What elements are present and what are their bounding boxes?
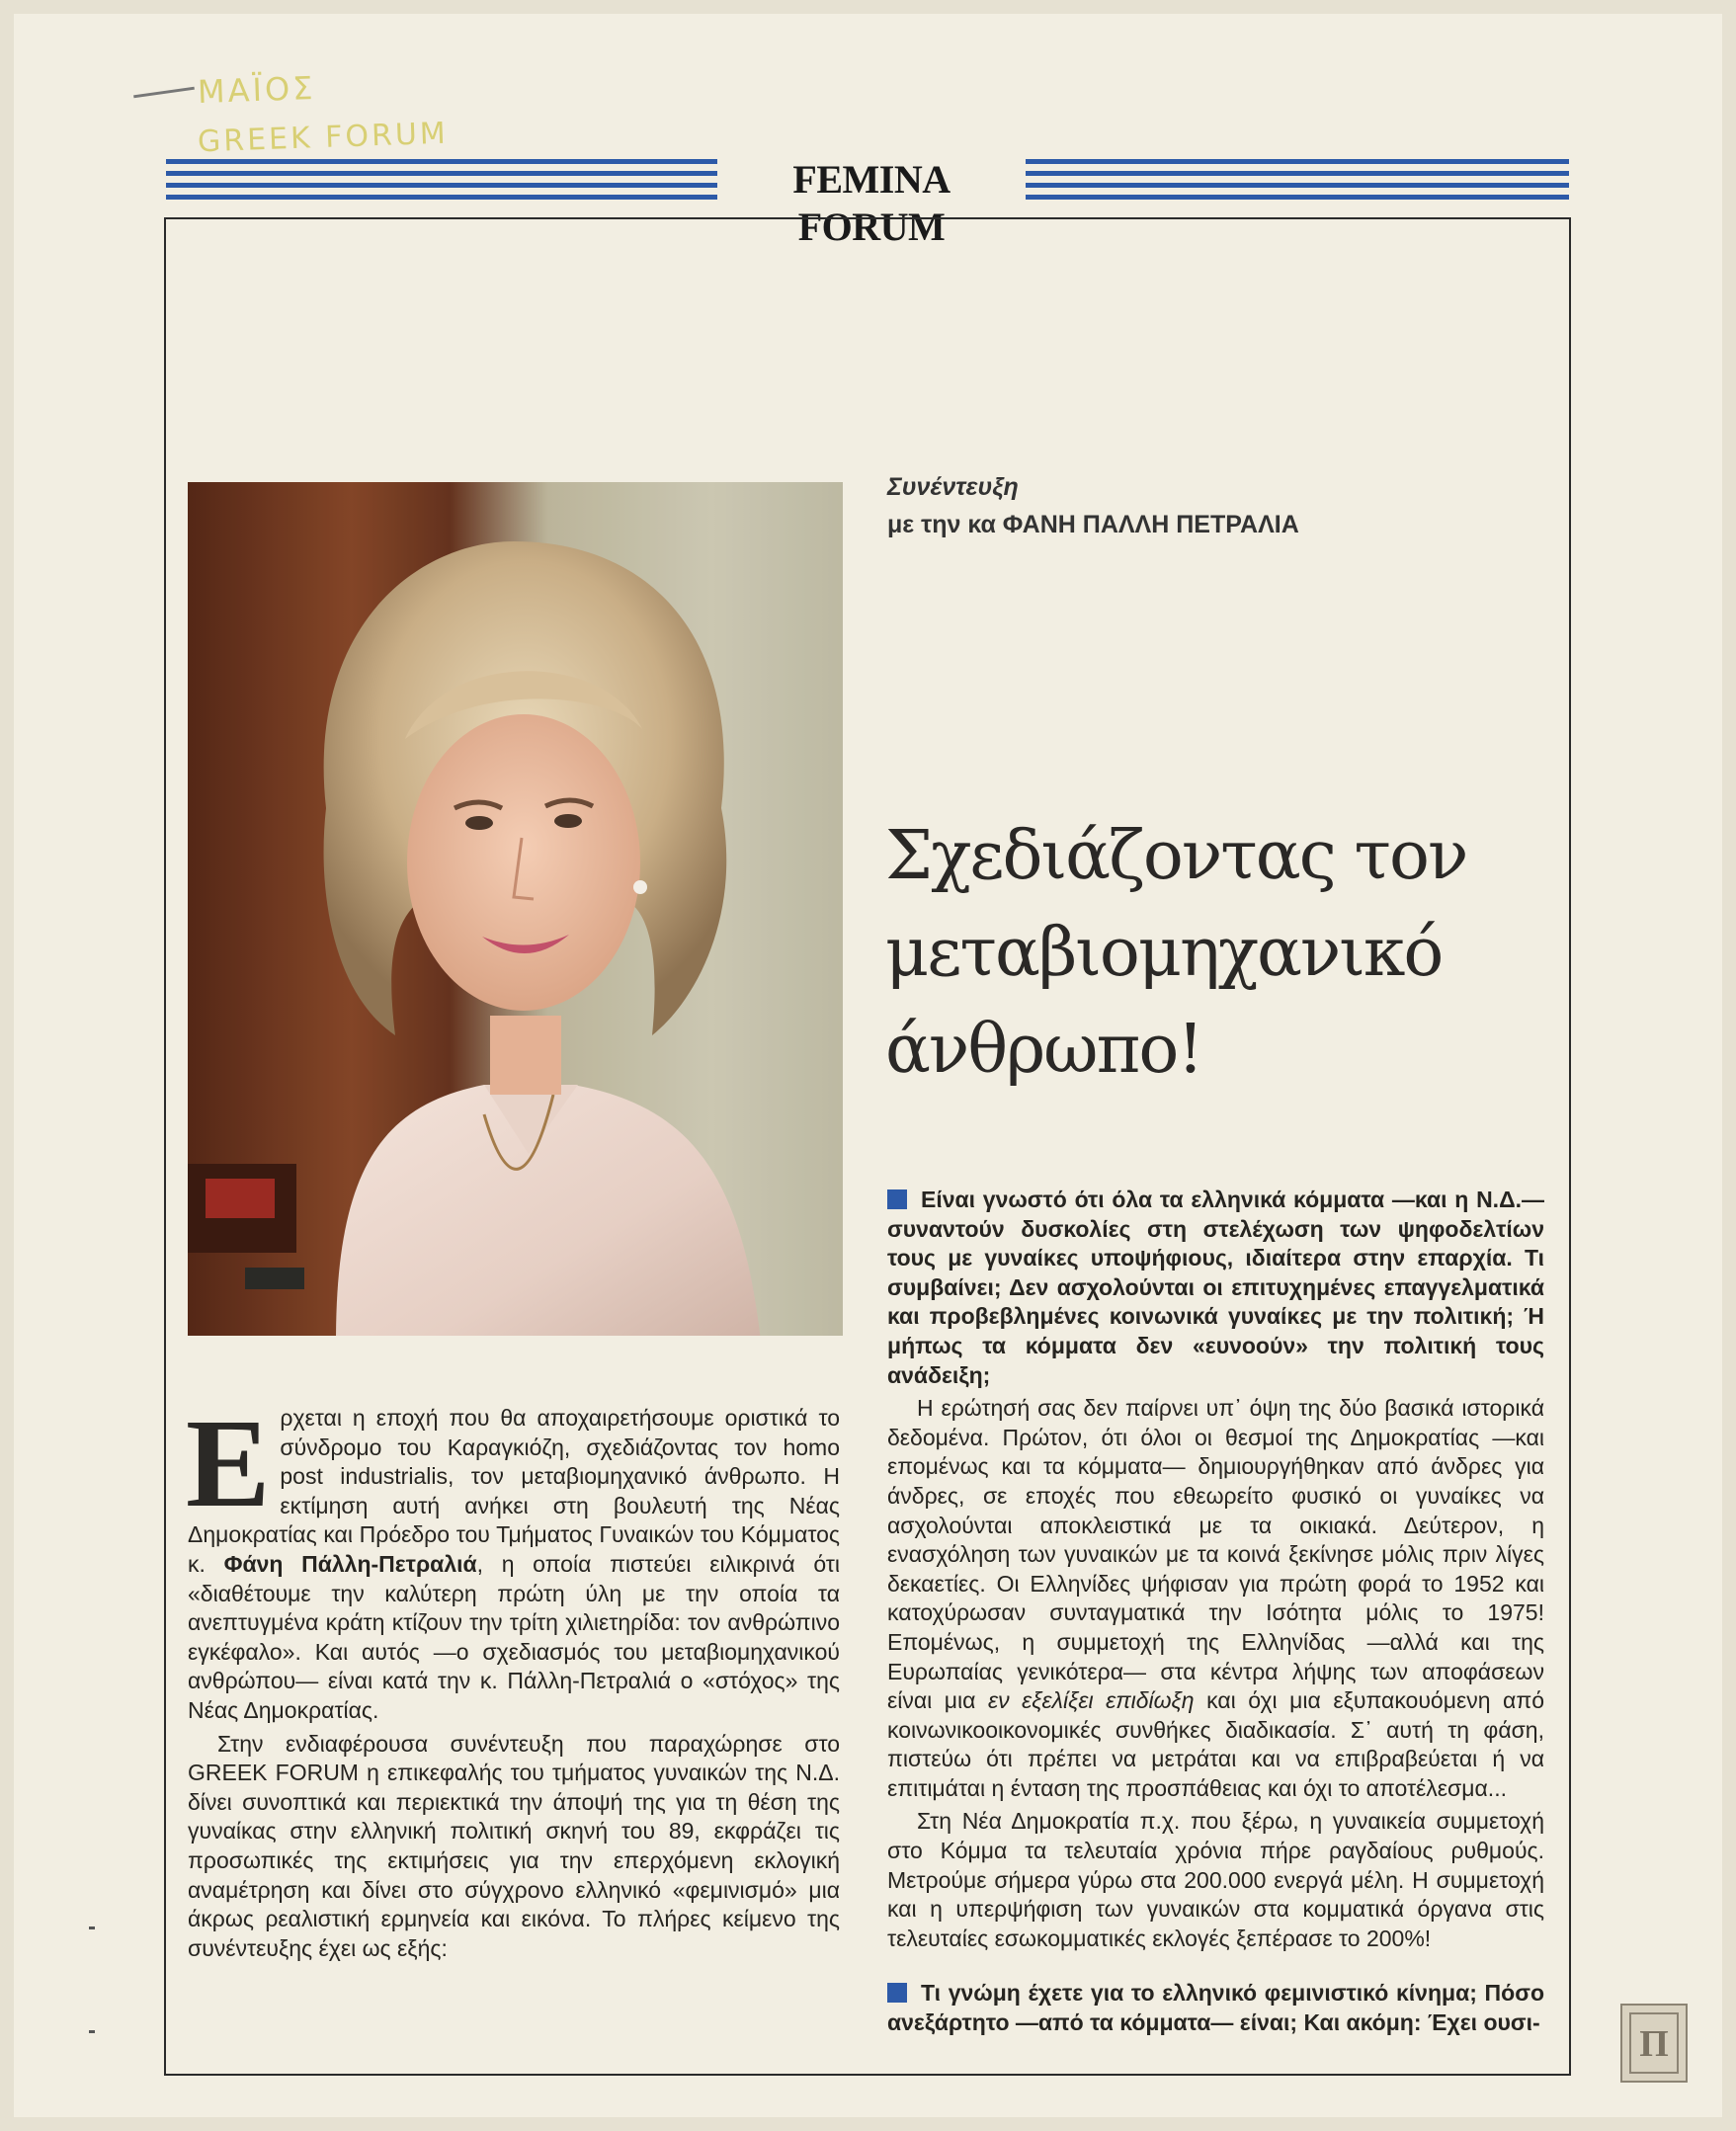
- question-2-text: Τι γνώμη έχετε για το ελληνικό φεμινιστικό κίνημα; Πόσο ανεξάρτητο —από τα κόμματα— είναι; Και ακόμη: Έχει ουσι-: [887, 1980, 1544, 2036]
- intro-column: [186, 1393, 840, 1963]
- answer-1-emphasis: εν εξελίξει επιδίωξη: [988, 1687, 1195, 1714]
- answer-1-text-a: Η ερώτησή σας δεν παίρνει υπ᾽ όψη της δύο βασικά ιστορικά δεδομένα. Πρώτον, ότι όλοι οι θεσμοί της Δημοκρατίας —και επομένως και τα κόμματα— δημιουργήθηκαν από άνδρες για άνδρες, σε εποχές που εθεωρείτο φυσικό οι γυναίκες να ασχολούνται αποκλειστικά με τα οικιακά. Δεύτερον, η ενασχόληση των γυναικών με τα κοινά ξεκίνησε μόλις πριν λίγες δεκαετίες. Οι Ελληνίδες ψήφισαν για πρώτη φορά το 1952 και κατοχύρωσαν συνταγματικά την Ισότητα μόλις το 1975! Επομένως, η συμμετοχή της Ελληνίδας —αλλά και της Ευρωπαίας γενικότερα— στα κέντρα λήψης των αποφάσεων είναι μια: [887, 1395, 1544, 1714]
- intro-text-b: , η οποία πιστεύει ειλικρινά ότι «διαθέτουμε την καλύτερη πρώτη ύλη με την οποία τα ανεπτυγμένα κράτη κτίζουν την τρίτη χιλιετηρίδα: τον ανθρώπινο εγκέφαλο». Και αυτός —ο σχεδιασμός του μεταβιομηχανικού ανθρώπου— είναι κατά την κ. Πάλλη-Πετραλιά ο «στόχος» της Νέας Δημοκρατίας.: [188, 1550, 840, 1723]
- portrait-photo: [188, 482, 843, 1336]
- qa-column: [887, 1186, 1544, 2038]
- headline-line-3: άνθρωπο!: [885, 1011, 1202, 1089]
- intro-paragraph-2: Στην ενδιαφέρουσα συνέντευξη που παραχώρησε στο GREEK FORUM η επικεφαλής του τμήματος γυναικών της Ν.Δ. δίνει συνοπτικά και περιεκτικά την άποψή της για τη θέση της γυναίκας στην ελληνική πολιτική σκηνή του 89, εκφράζει τις προσωπικές της εκτιμήσεις για την επερχόμενη εκλογική αναμέτρηση και δίνει στο σύγχρονο ελληνικό «φεμινισμό» μια άκρως ρεαλιστική ερμηνεία και εικόνα. Το πλήρες κείμενο της συνέντευξης έχει ως εξής:: [188, 1730, 840, 1961]
- interviewee-name: Φάνη Πάλλη-Πετραλιά: [223, 1550, 477, 1577]
- intro-paragraph-1: [186, 1393, 840, 1726]
- section-header: [166, 156, 1569, 249]
- handwritten-note-month: ΜΑΪΟΣ: [197, 68, 316, 112]
- question-1: [887, 1186, 1544, 1390]
- margin-mark: [89, 1926, 95, 1929]
- question-1-text: Είναι γνωστό ότι όλα τα ελληνικά κόμματα —και η Ν.Δ.— συναντούν δυσκολίες στη στελέχωση των ψηφοδελτίων τους με γυναίκες υποψήφιους, ιδιαίτερα στην επαρχία. Τι συμβαίνει; Δεν ασχολούνται οι επιτυχημένες επαγγελματικά και προβεβλημένες κοινωνικά γυναίκες με την πολιτική; Ή μήπως τα κόμματα δεν «ευνοούν» την πολιτική τους ανάδειξη;: [887, 1187, 1544, 1388]
- answer-1-paragraph-1: [887, 1394, 1544, 1803]
- headline-line-1: Σχεδιάζοντας τον: [885, 817, 1467, 895]
- article-headline: [885, 808, 1577, 1099]
- section-title: FEMINA FORUM: [792, 157, 951, 249]
- pencil-mark: [133, 87, 195, 99]
- archive-stamp: [1620, 2004, 1688, 2083]
- answer-1-text-b: και όχι μια εξυπακουόμενη από κοινωνικοοικονομικές συνθήκες διαδικασία. Σ᾽ αυτή τη φάση, πιστεύω ότι πρέπει να μετράται και να επιβραβεύεται ή να επιτιμάται η ένταση της προσπάθειας και όχι το αποτέλεσμα...: [887, 1687, 1544, 1801]
- interviewee-line: με την κα ΦΑΝΗ ΠΑΛΛΗ ΠΕΤΡΑΛΙΑ: [887, 511, 1299, 538]
- header-stripes-right: [1026, 159, 1569, 201]
- headline-line-2: μεταβιομηχανικό: [885, 914, 1443, 992]
- handwritten-note-publication: GREEK FORUM: [197, 116, 450, 160]
- archive-stamp-letter: Π: [1639, 2023, 1669, 2065]
- drop-cap: Ε: [186, 1393, 271, 1533]
- question-2: [887, 1979, 1544, 2037]
- interview-kicker: Συνέντευξη: [887, 473, 1019, 501]
- square-bullet-icon: [887, 1189, 907, 1209]
- header-stripes-left: [166, 159, 717, 201]
- square-bullet-icon: [887, 1983, 907, 2003]
- archive-stamp-border: [1629, 2012, 1679, 2074]
- answer-1-paragraph-2: Στη Νέα Δημοκρατία π.χ. που ξέρω, η γυναικεία συμμετοχή στο Κόμμα τα τελευταία χρόνια πήρε ραγδαίους ρυθμούς. Μετρούμε σήμερα γύρω στα 200.000 ενεργά μέλη. Η συμμετοχή και η υπερψήφιση των γυναικών στα κομματικά όργανα στις τελευταίες εσωκομματικές εκλογές ξεπέρασε το 200%!: [887, 1808, 1544, 1951]
- margin-mark: [89, 2030, 95, 2033]
- intro-text-a: ρχεται η εποχή που θα αποχαιρετήσουμε οριστικά το σύνδρομο του Καραγκιόζη, σχεδιάζοντας τον homo post industrialis, τον μεταβιομηχανικό άνθρωπο. Η εκτίμηση αυτή ανήκει στη βουλευτή της Νέας Δημοκρατίας και Πρόεδρο του Τμήματος Γυναικών του Κόμματος κ.: [188, 1405, 840, 1577]
- interview-label: [887, 468, 1299, 543]
